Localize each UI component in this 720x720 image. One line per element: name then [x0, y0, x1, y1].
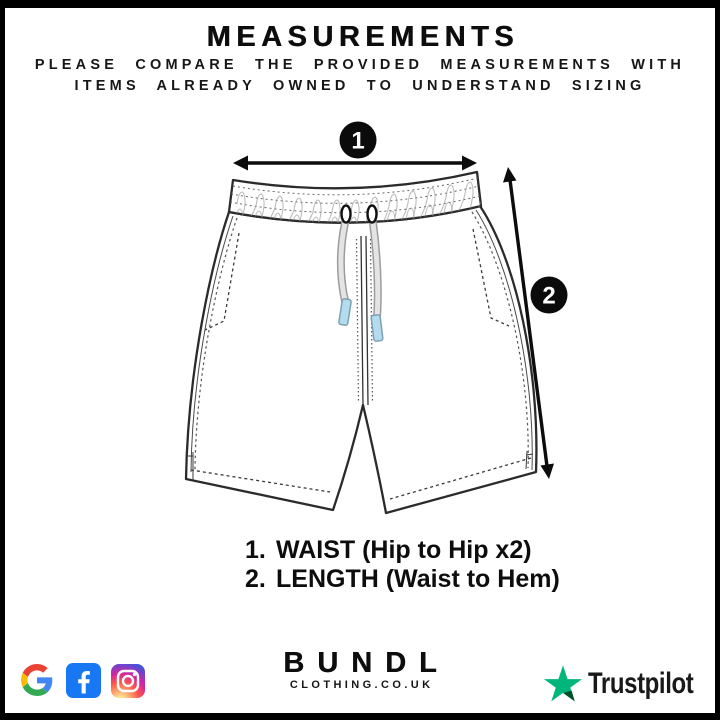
legend [245, 536, 560, 593]
marker-2-number: 2 [542, 282, 556, 310]
brand-domain: CLOTHING.CO.UK [289, 679, 434, 691]
right-eyelet [368, 206, 377, 223]
legend-label: WAIST (Hip to Hip x2) [276, 536, 532, 564]
page-title: MEASUREMENTS [206, 21, 519, 53]
legend-label: LENGTH (Waist to Hem) [276, 564, 560, 593]
brand-name: BUNDL [283, 647, 450, 679]
marker-1-number: 1 [351, 127, 365, 155]
subtitle-line2: ITEMS ALREADY OWNED TO UNDERSTAND SIZING [74, 77, 646, 94]
marker-1-badge [340, 122, 377, 159]
trustpilot-label: Trustpilot [588, 667, 694, 700]
shorts-sketch [186, 172, 536, 513]
trustpilot-logo [544, 665, 720, 702]
marker-2-badge [531, 277, 568, 314]
trustpilot-star-icon [544, 665, 582, 702]
legend-row-waist [245, 536, 560, 565]
legend-number: 1. [245, 536, 266, 564]
left-eyelet [342, 206, 351, 223]
legend-row-length [245, 565, 560, 594]
subtitle-line1: PLEASE COMPARE THE PROVIDED MEASUREMENTS WITH [34, 57, 686, 73]
legend-number: 2. [245, 564, 266, 593]
